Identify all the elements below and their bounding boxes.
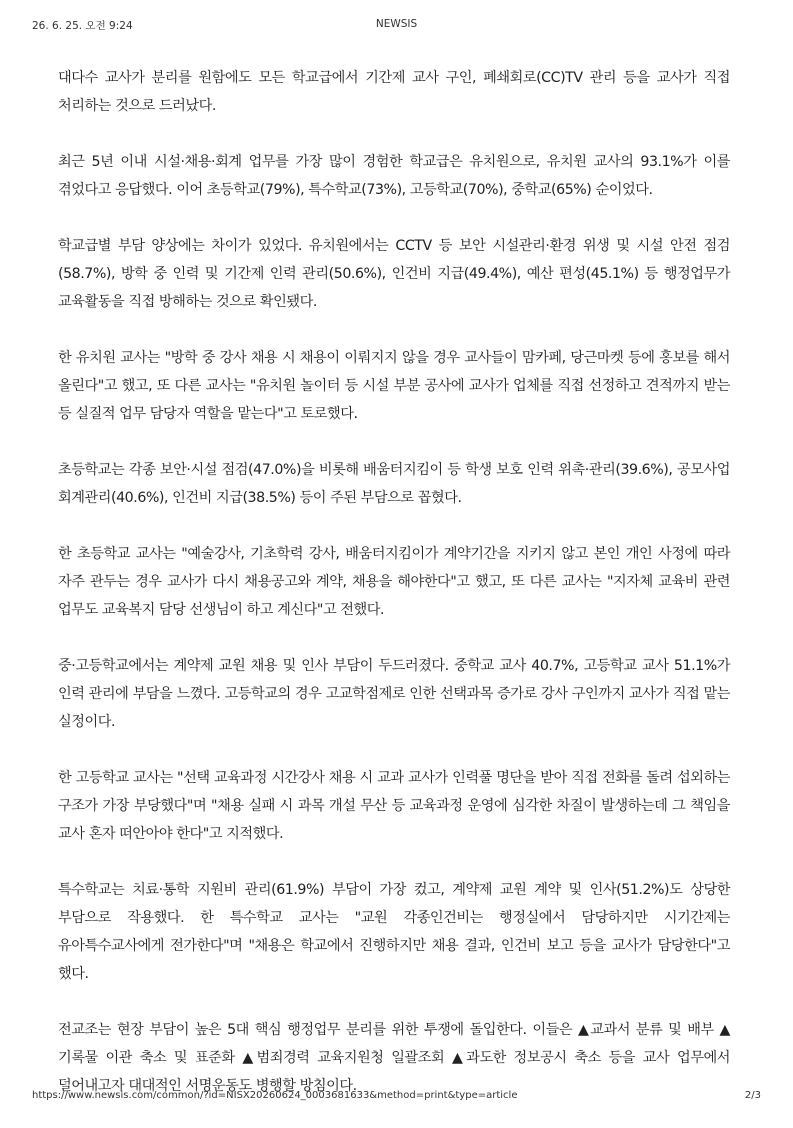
- article-body: [58, 64, 730, 1128]
- article-paragraph: 학교급별 부담 양상에는 차이가 있었다. 유치원에서는 CCTV 등 보안 시설관리·환경 위생 및 시설 안전 점검(58.7%), 방학 중 인력 및 기간제 인력 관리(50.6%), 인건비 지급(49.4%), 예산 편성(45.1%) 등 행정업무가 교육활동을 직접 방해하는 것으로 확인됐다.: [58, 238, 730, 310]
- site-name: NEWSIS: [375, 18, 418, 30]
- print-header: [32, 18, 761, 34]
- article-paragraph: 특수학교는 치료·통학 지원비 관리(61.9%) 부담이 가장 컸고, 계약제 교원 계약 및 인사(51.2%)도 상당한 부담으로 작용했다. 한 특수학교 교사는 "교원 각종인건비는 행정실에서 담당하지만 시기간제는 유아특수교사에게 전가한다"며 "채용은 학교에서 진행하지만 채용 결과, 인건비 보고 등을 교사가 담당한다"고 했다.: [58, 882, 730, 982]
- page-number: 2/3: [744, 1090, 761, 1101]
- article-paragraph: 한 고등학교 교사는 "선택 교육과정 시간강사 채용 시 교과 교사가 인력풀 명단을 받아 직접 전화를 돌려 섭외하는 구조가 가장 부당했다"며 "채용 실패 시 과목 개설 무산 등 교육과정 운영에 심각한 차질이 발생하는데 그 책임을 교사 혼자 떠안아야 한다"고 지적했다.: [58, 770, 730, 842]
- page-url[interactable]: https://www.newsis.com/common/?id=NISX20260624_0003681633&method=print&type=article: [32, 1090, 518, 1101]
- print-footer: [32, 1090, 761, 1106]
- article-paragraph: 전교조는 현장 부담이 높은 5대 핵심 행정업무 분리를 위한 투쟁에 돌입한다. 이들은 ▲교과서 분류 및 배부 ▲기록물 이관 축소 및 표준화 ▲범죄경력 교육지원청 일괄조회 ▲과도한 정보공시 축소 등을 교사 업무에서 덜어내고자 대대적인 서명운동도 병행할 방침이다.: [58, 1022, 730, 1094]
- article-paragraph: 최근 5년 이내 시설·채용·회계 업무를 가장 많이 경험한 학교급은 유치원으로, 유치원 교사의 93.1%가 이를 겪었다고 응답했다. 이어 초등학교(79%), 특수학교(73%), 고등학교(70%), 중학교(65%) 순이었다.: [58, 154, 730, 198]
- print-datetime: 26. 6. 25. 오전 9:24: [32, 20, 133, 32]
- article-paragraph: 한 초등학교 교사는 "예술강사, 기초학력 강사, 배움터지킴이가 계약기간을 지키지 않고 본인 개인 사정에 따라 자주 관두는 경우 교사가 다시 채용공고와 계약, 채용을 해야한다"고 했고, 또 다른 교사는 "지자체 교육비 관련 업무도 교육복지 담당 선생님이 하고 계신다"고 전했다.: [58, 546, 730, 618]
- article-paragraph: 초등학교는 각종 보안·시설 점검(47.0%)을 비롯해 배움터지킴이 등 학생 보호 인력 위촉·관리(39.6%), 공모사업 회계관리(40.6%), 인건비 지급(38.5%) 등이 주된 부담으로 꼽혔다.: [58, 462, 730, 506]
- article-paragraph: 한 유치원 교사는 "방학 중 강사 채용 시 채용이 이뤄지지 않을 경우 교사들이 맘카페, 당근마켓 등에 홍보를 해서 올린다"고 했고, 또 다른 교사는 "유치원 놀이터 등 시설 부분 공사에 교사가 업체를 직접 선정하고 견적까지 받는 등 실질적 업무 담당자 역할을 맡는다"고 토로했다.: [58, 350, 730, 422]
- article-paragraph: 대다수 교사가 분리를 원함에도 모든 학교급에서 기간제 교사 구인, 폐쇄회로(CC)TV 관리 등을 교사가 직접 처리하는 것으로 드러났다.: [58, 70, 730, 114]
- article-paragraph: 중·고등학교에서는 계약제 교원 채용 및 인사 부담이 두드러졌다. 중학교 교사 40.7%, 고등학교 교사 51.1%가 인력 관리에 부담을 느꼈다. 고등학교의 경우 고교학점제로 인한 선택과목 증가로 강사 구인까지 교사가 직접 맡는 실정이다.: [58, 658, 730, 730]
